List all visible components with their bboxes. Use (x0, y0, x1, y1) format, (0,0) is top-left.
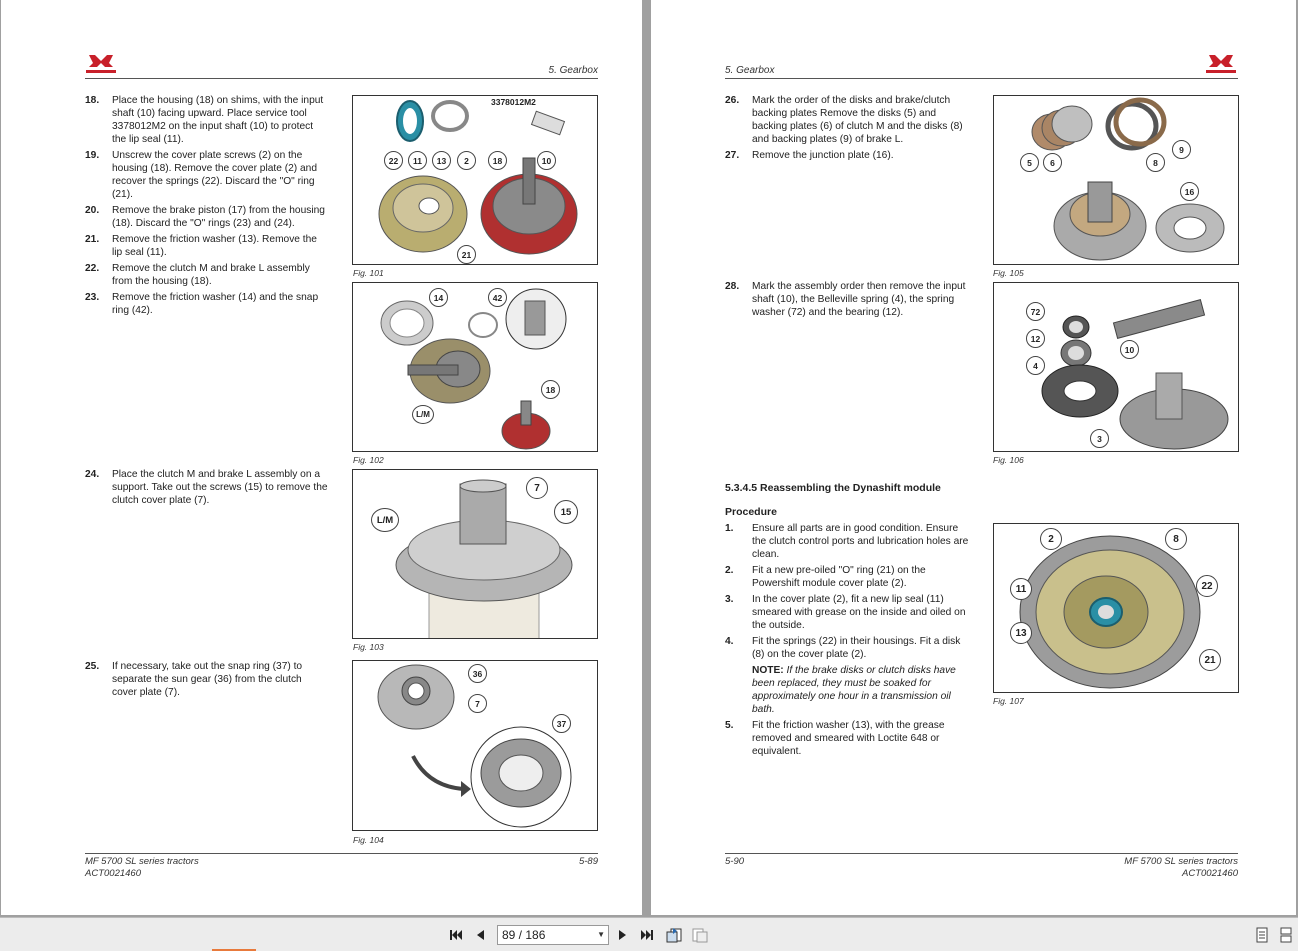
page-forward-icon[interactable] (690, 926, 710, 944)
note-text: If the brake disks or clutch disks have been replaced, they must be soaked for approximately one hour in a transmission oil bath. (752, 665, 956, 715)
step-text: Fit the springs (22) in their housings. Fit a disk (8) on the cover plate (2). (752, 636, 961, 660)
disks-backing-plates-illustration (994, 96, 1239, 265)
step-text: Remove the friction washer (13). Remove the lip seal (11). (112, 234, 317, 258)
figure-106 (993, 282, 1239, 452)
step-number: 25. (85, 661, 100, 672)
step-number: 28. (725, 281, 740, 292)
callout: 10 (537, 151, 556, 170)
step-text: Remove the clutch M and brake L assembly from the housing (18). (112, 263, 310, 287)
step-number: 1. (725, 523, 734, 534)
prev-page-icon[interactable] (472, 926, 488, 944)
step-number: 18. (85, 95, 100, 106)
callout: 37 (552, 714, 571, 733)
figure-105 (993, 95, 1239, 265)
page-header: 5. Gearbox (548, 65, 598, 76)
step-number: 2. (725, 565, 734, 576)
callout: 14 (429, 288, 448, 307)
page-back-icon[interactable] (664, 926, 684, 944)
page-number: 5-89 (578, 856, 598, 867)
figure-caption: Fig. 107 (993, 696, 1024, 706)
step-number: 20. (85, 205, 100, 216)
step-text: Remove the brake piston (17) from the housing (18). Discard the "O" rings (23) and (24). (112, 205, 325, 229)
continuous-page-icon[interactable] (1278, 926, 1294, 944)
step-text: Unscrew the cover plate screws (2) on the housing (18). Remove the cover plate (2) and recover the springs (22). Discard the "O" ring (21). (112, 150, 317, 200)
callout: 11 (1010, 578, 1032, 600)
step (725, 635, 971, 661)
clutch-brake-assembly-illustration (353, 283, 598, 452)
footer-code: ACT0021460 (85, 868, 141, 879)
callout: 18 (541, 380, 560, 399)
step (725, 522, 971, 561)
callout: 7 (526, 477, 548, 499)
figure-caption: Fig. 102 (353, 455, 384, 465)
step-text: Ensure all parts are in good condition. Ensure the clutch control ports and lubrication holes are clean. (752, 523, 969, 560)
callout: 18 (488, 151, 507, 170)
step (85, 262, 329, 288)
callout: 16 (1180, 182, 1199, 201)
housing-cover-plate-illustration (353, 96, 598, 265)
navigation-toolbar (0, 917, 1298, 951)
step-number: 23. (85, 292, 100, 303)
footer-model: MF 5700 SL series tractors (1124, 856, 1238, 867)
figure-107 (993, 523, 1239, 693)
callout: 8 (1165, 528, 1187, 550)
step-number: 19. (85, 150, 100, 161)
page-footer (1124, 856, 1238, 880)
callout: 22 (1196, 575, 1218, 597)
procedure-label: Procedure (725, 506, 777, 518)
step-text: If necessary, take out the snap ring (37) to separate the sun gear (36) from the clutch cover plate (7). (112, 661, 303, 698)
step-number: 22. (85, 263, 100, 274)
page-90 (651, 0, 1296, 915)
footer-code: ACT0021460 (1182, 868, 1238, 879)
note-label: NOTE: (752, 665, 784, 676)
step (85, 233, 329, 259)
callout: 2 (457, 151, 476, 170)
step (725, 719, 971, 758)
steps-25 (85, 660, 329, 699)
callout: 21 (457, 245, 476, 264)
callout: 5 (1020, 153, 1039, 172)
step-text: Fit a new pre-oiled "O" ring (21) on the Powershift module cover plate (2). (752, 565, 926, 589)
step (85, 149, 329, 201)
callout: 11 (408, 151, 427, 170)
note (725, 664, 971, 716)
step (85, 291, 329, 317)
page-number-input[interactable] (497, 925, 609, 945)
step (725, 280, 969, 319)
page-footer (85, 856, 199, 880)
page-header: 5. Gearbox (725, 65, 775, 76)
callout: 13 (1010, 622, 1032, 644)
callout: 7 (468, 694, 487, 713)
step (85, 660, 329, 699)
step-number: 21. (85, 234, 100, 245)
step-text: Remove the junction plate (16). (752, 150, 894, 161)
step-number: 3. (725, 594, 734, 605)
callout: 12 (1026, 329, 1045, 348)
massey-ferguson-logo (1205, 53, 1237, 77)
callout: 4 (1026, 356, 1045, 375)
step-number: 24. (85, 469, 100, 480)
step (725, 94, 969, 146)
step (85, 94, 329, 146)
step-text: Mark the assembly order then remove the input shaft (10), the Belleville spring (4), the spring washer (72) and the bearing (12). (752, 281, 966, 318)
callout: L/M (412, 405, 434, 424)
steps-18-21 (85, 94, 329, 317)
page-number: 5-90 (725, 856, 745, 867)
step (725, 564, 971, 590)
next-page-icon[interactable] (615, 926, 631, 944)
step-text: Mark the order of the disks and brake/clutch backing plates Remove the disks (5) and backing plates (6) of clutch M and the disks (8) and backing plates (9) of brake L. (752, 95, 963, 145)
callout: 8 (1146, 153, 1165, 172)
figure-caption: Fig. 101 (353, 268, 384, 278)
callout: 15 (554, 500, 578, 524)
footer-rule (725, 853, 1238, 854)
callout: 10 (1120, 340, 1139, 359)
clutch-cover-plate-illustration (353, 470, 598, 639)
page-indicator: 89 / 186 (502, 928, 546, 942)
last-page-icon[interactable] (638, 926, 656, 944)
figure-caption: Fig. 105 (993, 268, 1024, 278)
massey-ferguson-logo (85, 53, 117, 77)
step-text: Place the clutch M and brake L assembly on a support. Take out the screws (15) to remove the clutch cover plate (7). (112, 469, 328, 506)
procedure-steps (725, 522, 971, 758)
figure-102 (352, 282, 598, 452)
steps-24 (85, 468, 329, 507)
callout: 72 (1026, 302, 1045, 321)
step (85, 468, 329, 507)
step-number: 5. (725, 720, 734, 731)
step-number: 4. (725, 636, 734, 647)
sun-gear-illustration (353, 661, 598, 831)
service-tool-label: 3378012M2 (491, 97, 536, 107)
chevron-down-icon[interactable]: ▼ (597, 930, 605, 939)
step-text: Fit the friction washer (13), with the grease removed and smeared with Loctite 648 or equivalent. (752, 720, 945, 757)
figure-caption: Fig. 106 (993, 455, 1024, 465)
header-rule (85, 78, 598, 79)
callout: 21 (1199, 649, 1221, 671)
figure-103 (352, 469, 598, 639)
figure-caption: Fig. 103 (353, 642, 384, 652)
first-page-icon[interactable] (447, 926, 465, 944)
callout: 3 (1090, 429, 1109, 448)
callout: L/M (371, 508, 399, 532)
step-text: Place the housing (18) on shims, with the input shaft (10) facing upward. Place service tool 3378012M2 on the input shaft (10) to protect the lip seal (11). (112, 95, 324, 145)
figure-caption: Fig. 104 (353, 835, 384, 845)
step-number: 27. (725, 150, 740, 161)
step (725, 149, 969, 162)
callout: 42 (488, 288, 507, 307)
step (725, 593, 971, 632)
callout: 22 (384, 151, 403, 170)
footer-rule (85, 853, 598, 854)
step-number: 26. (725, 95, 740, 106)
callout: 9 (1172, 140, 1191, 159)
step (85, 204, 329, 230)
steps-28 (725, 280, 969, 319)
footer-model: MF 5700 SL series tractors (85, 856, 199, 867)
callout: 13 (432, 151, 451, 170)
figure-104 (352, 660, 598, 831)
single-page-icon[interactable] (1254, 926, 1270, 944)
section-title: 5.3.4.5 Reassembling the Dynashift module (725, 482, 941, 494)
page-89 (1, 0, 642, 915)
figure-101 (352, 95, 598, 265)
callout: 6 (1043, 153, 1062, 172)
callout: 2 (1040, 528, 1062, 550)
step-text: Remove the friction washer (14) and the snap ring (42). (112, 292, 319, 316)
callout: 36 (468, 664, 487, 683)
step-text: In the cover plate (2), fit a new lip seal (11) smeared with grease on the inside and oiled on the outside. (752, 594, 966, 631)
steps-26-27 (725, 94, 969, 162)
header-rule (725, 78, 1238, 79)
